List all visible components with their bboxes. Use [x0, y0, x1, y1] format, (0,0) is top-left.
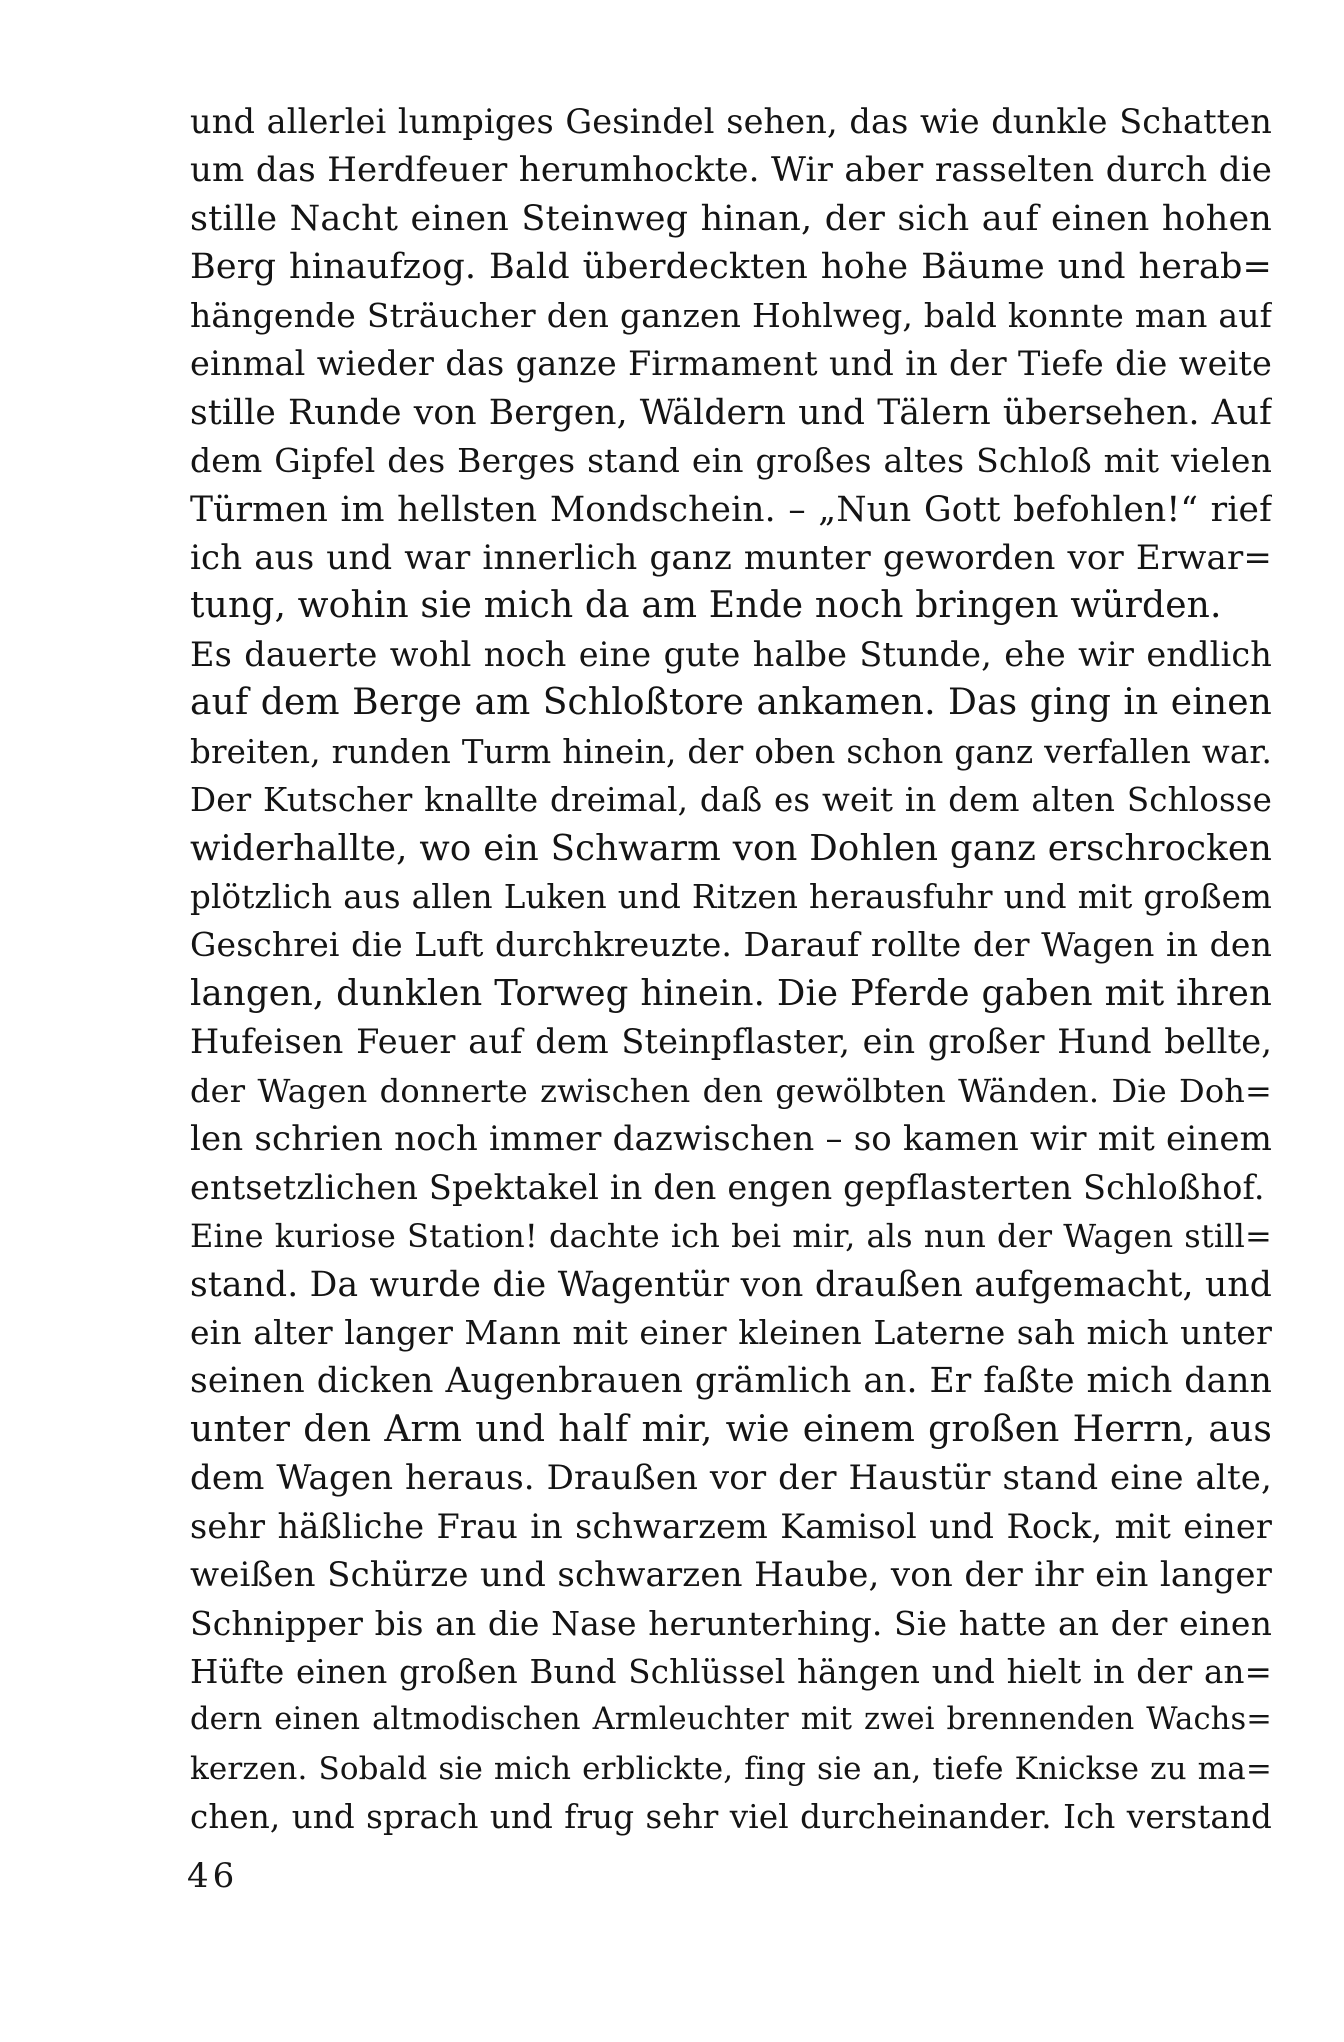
text-line: auf dem Berge am Schloßtore ankamen. Das ging in einen — [190, 682, 1272, 724]
text-line: hängende Sträucher den ganzen Hohlweg, bald konnte man auf — [190, 295, 1272, 335]
text-line: kerzen. Sobald sie mich erblickte, fing sie an, tiefe Knickse zu ma= — [190, 1750, 1272, 1787]
text-line: ein alter langer Mann mit einer kleinen Laterne sah mich unter — [190, 1312, 1272, 1352]
text-line: einmal wieder das ganze Firmament und in der Tiefe die weite — [190, 344, 1272, 384]
text-line: sehr häßliche Frau in schwarzem Kamisol und Rock, mit einer — [190, 1506, 1272, 1546]
text-line: der Wagen donnerte zwischen den gewölbten Wänden. Die Doh= — [190, 1071, 1272, 1110]
text-line: Eine kuriose Station! dachte ich bei mir, als nun der Wagen still= — [190, 1217, 1272, 1256]
body-text — [190, 98, 1272, 1842]
text-line: len schrien noch immer dazwischen – so kamen wir mit einem — [190, 1119, 1272, 1160]
text-line: dem Gipfel des Berges stand ein großes altes Schloß mit vielen — [190, 441, 1272, 481]
text-line: chen, und sprach und frug sehr viel durcheinander. Ich verstand — [190, 1798, 1272, 1837]
text-line: widerhallte, wo ein Schwarm von Dohlen ganz erschrocken — [190, 827, 1272, 869]
text-line: Hüfte einen großen Bund Schlüssel hängen und hielt in der an= — [190, 1653, 1272, 1691]
text-line: dern einen altmodischen Armleuchter mit zwei brennenden Wachs= — [190, 1702, 1272, 1738]
text-line: Türmen im hellsten Mondschein. – „Nun Gott befohlen!“ rief — [190, 489, 1272, 530]
text-line: weißen Schürze und schwarzen Haube, von der ihr ein langer — [190, 1555, 1272, 1596]
text-line: Hufeisen Feuer auf dem Steinpflaster, ein großer Hund bellte, — [190, 1022, 1272, 1062]
text-line: Schnipper bis an die Nase herunterhing. Sie hatte an der einen — [190, 1603, 1272, 1643]
text-line: Geschrei die Luft durchkreuzte. Darauf rollte der Wagen in den — [190, 925, 1272, 965]
text-line: stille Runde von Bergen, Wäldern und Tälern übersehen. Auf — [190, 392, 1272, 433]
text-line: langen, dunklen Torweg hinein. Die Pferde gaben mit ihren — [190, 972, 1272, 1014]
text-line: und allerlei lumpiges Gesindel sehen, das wie dunkle Schatten — [190, 102, 1272, 141]
text-line: Der Kutscher knallte dreimal, daß es weit in dem alten Schlosse — [190, 781, 1272, 820]
text-line: stand. Da wurde die Wagentür von draußen aufgemacht, und — [190, 1264, 1272, 1305]
text-line: plötzlich aus allen Luken und Ritzen herausfuhr und mit großem — [190, 878, 1272, 916]
text-line: entsetzlichen Spektakel in den engen gepflasterten Schloßhof. — [190, 1167, 1265, 1207]
text-line: dem Wagen heraus. Draußen vor der Haustür stand eine alte, — [190, 1458, 1272, 1499]
text-line: seinen dicken Augenbrauen grämlich an. Er faßte mich dann — [190, 1361, 1272, 1402]
page-number: 46 — [187, 1856, 239, 1896]
text-line: breiten, runden Turm hinein, der oben schon ganz verfallen war. — [190, 732, 1272, 771]
text-line: stille Nacht einen Steinweg hinan, der sich auf einen hohen — [190, 198, 1272, 239]
text-line: um das Herdfeuer herumhockte. Wir aber rasselten durch die — [190, 150, 1272, 191]
text-line: Berg hinaufzog. Bald überdeckten hohe Bäume und herab= — [190, 247, 1272, 288]
text-line: unter den Arm und half mir, wie einem großen Herrn, aus — [190, 1408, 1272, 1450]
text-line: Es dauerte wohl noch eine gute halbe Stunde, ehe wir endlich — [190, 634, 1272, 674]
text-line: tung, wohin sie mich da am Ende noch bringen würden. — [190, 585, 1222, 627]
text-line: ich aus und war innerlich ganz munter geworden vor Erwar= — [190, 537, 1272, 578]
